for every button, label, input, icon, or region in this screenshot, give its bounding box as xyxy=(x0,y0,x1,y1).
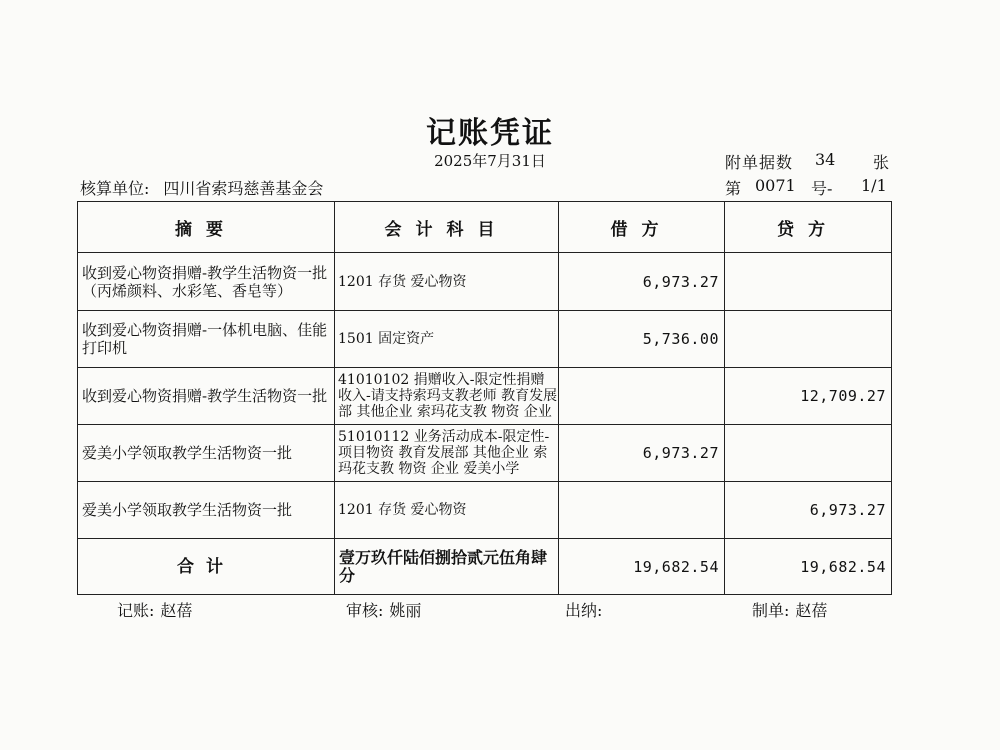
row-credit xyxy=(725,253,892,311)
row-debit: 6,973.27 xyxy=(559,253,725,311)
row-credit: 6,973.27 xyxy=(725,482,892,539)
header-account: 会计科目 xyxy=(335,202,559,253)
table-row xyxy=(78,368,892,425)
row-debit xyxy=(559,482,725,539)
table-header-row xyxy=(78,202,892,253)
preparer-name: 赵蓓 xyxy=(795,601,828,620)
row-account: 51010112 业务活动成本-限定性-项目物资 教育发展部 其他企业 索玛花支教 物资 企业 爱美小学 xyxy=(335,425,559,482)
voucher-number-suffix: 号- xyxy=(811,179,833,198)
row-debit: 6,973.27 xyxy=(559,425,725,482)
voucher-date: 2025年7月31日 xyxy=(434,152,546,170)
cashier-label: 出纳: xyxy=(565,601,603,620)
total-debit: 19,682.54 xyxy=(559,539,725,595)
voucher-title: 记账凭证 xyxy=(426,116,554,151)
voucher-page: 1/1 xyxy=(861,176,887,195)
total-amount-words: 壹万玖仟陆佰捌拾贰元伍角肆分 xyxy=(335,539,559,595)
footer-bookkeeper xyxy=(117,598,192,621)
row-debit xyxy=(559,368,725,425)
row-summary: 收到爱心物资捐赠-教学生活物资一批（丙烯颜料、水彩笔、香皂等） xyxy=(78,253,335,311)
table-row xyxy=(78,425,892,482)
table-row xyxy=(78,253,892,311)
table-row xyxy=(78,311,892,368)
total-label: 合计 xyxy=(78,539,335,595)
reviewer-name: 姚丽 xyxy=(389,601,422,620)
row-summary: 收到爱心物资捐赠-教学生活物资一批 xyxy=(78,368,335,425)
attachment-value: 34 xyxy=(815,150,836,169)
voucher-table xyxy=(77,201,892,595)
row-account: 1501 固定资产 xyxy=(335,311,559,368)
total-credit: 19,682.54 xyxy=(725,539,892,595)
attachment-unit: 张 xyxy=(873,153,890,172)
header-credit: 贷方 xyxy=(725,202,892,253)
row-account: 1201 存货 爱心物资 xyxy=(335,482,559,539)
voucher-number-prefix: 第 xyxy=(725,179,742,198)
header-debit: 借方 xyxy=(559,202,725,253)
accounting-unit xyxy=(80,176,323,199)
footer-reviewer xyxy=(346,598,421,621)
footer-preparer xyxy=(752,598,827,621)
row-credit xyxy=(725,311,892,368)
voucher-number-value: 0071 xyxy=(755,176,796,195)
row-summary: 爱美小学领取教学生活物资一批 xyxy=(78,482,335,539)
footer-cashier xyxy=(565,598,608,621)
reviewer-label: 审核: xyxy=(346,601,384,620)
table-row xyxy=(78,482,892,539)
accounting-unit-value: 四川省索玛慈善基金会 xyxy=(163,179,324,198)
row-summary: 收到爱心物资捐赠-一体机电脑、佳能打印机 xyxy=(78,311,335,368)
attachment-label: 附单据数 xyxy=(725,153,794,172)
row-credit: 12,709.27 xyxy=(725,368,892,425)
row-credit xyxy=(725,425,892,482)
accounting-unit-label: 核算单位: xyxy=(80,179,150,198)
row-account: 41010102 捐赠收入-限定性捐赠收入-请支持索玛支教老师 教育发展部 其他企业 索玛花支教 物资 企业 xyxy=(335,368,559,425)
bookkeeper-label: 记账: xyxy=(117,601,155,620)
row-account: 1201 存货 爱心物资 xyxy=(335,253,559,311)
row-summary: 爱美小学领取教学生活物资一批 xyxy=(78,425,335,482)
bookkeeper-name: 赵蓓 xyxy=(160,601,193,620)
header-summary: 摘要 xyxy=(78,202,335,253)
row-debit: 5,736.00 xyxy=(559,311,725,368)
preparer-label: 制单: xyxy=(752,601,790,620)
total-row xyxy=(78,539,892,595)
